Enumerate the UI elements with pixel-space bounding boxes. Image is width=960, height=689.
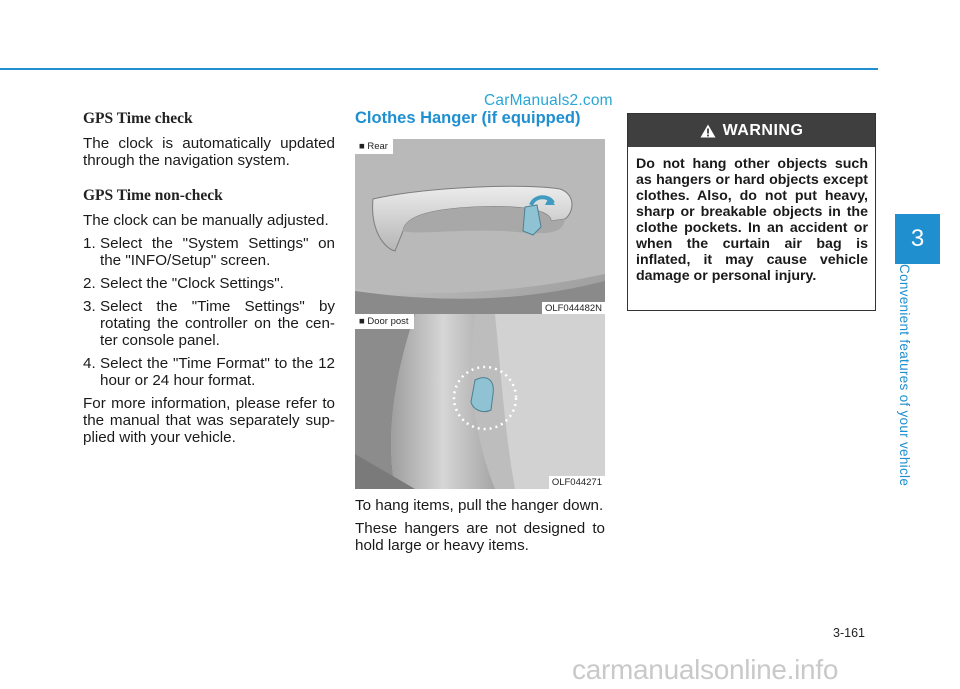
rear-hanger-figure	[355, 139, 605, 315]
figure-tag: ■ Rear	[355, 139, 393, 154]
step-item	[83, 275, 335, 292]
rear-hanger-illustration	[355, 139, 605, 315]
page-number: 3-161	[833, 626, 865, 640]
step-text: Select the "Clock Settings".	[100, 275, 284, 292]
figure-tag: ■ Door post	[355, 314, 414, 329]
footer-watermark: carmanualsonline.info	[572, 654, 839, 685]
hanger-text	[355, 497, 605, 560]
hanger-instruction: To hang items, pull the hanger down.	[355, 497, 604, 514]
gps-time-section	[83, 110, 335, 452]
step-number: 4.	[83, 355, 96, 372]
gps-time-outro: For more information, please refer to the manual that was separately sup-plied with your vehicle.	[83, 395, 335, 446]
step-number: 2.	[83, 275, 96, 292]
door-post-hanger-figure	[355, 314, 605, 489]
step-text: Select the "Time Settings" by rotating the controller on the cen-ter console panel.	[100, 298, 335, 349]
gps-time-check-body: The clock is automatically updated through the navigation system.	[83, 135, 335, 169]
section-title: Clothes Hanger (if equipped)	[355, 109, 581, 127]
door-post-hanger-illustration	[355, 314, 605, 489]
warning-text: Do not hang other objects such as hangers or hard objects except clothes. Also, do not put heavy, sharp or breakable objects in the clothe pockets. In an accident or when the curtain air bag is inflated, it may cause vehicle damage or personal injury.	[636, 156, 868, 284]
step-number: 3.	[83, 298, 96, 315]
warning-title: WARNING	[722, 121, 804, 139]
chapter-side-label	[898, 264, 926, 494]
step-text: Select the "Time Format" to the 12 hour or 24 hour format.	[100, 355, 335, 389]
step-number: 1.	[83, 235, 96, 252]
chapter-number-tab: 3	[895, 214, 940, 264]
figure-code: OLF044271	[549, 476, 605, 489]
step-text: Select the "System Settings" on the "INFO/Setup" screen.	[100, 235, 335, 269]
step-item	[83, 355, 335, 389]
step-item	[83, 298, 335, 349]
hanger-title-wrap	[355, 110, 605, 127]
gps-time-noncheck-heading: GPS Time non-check	[83, 187, 223, 204]
figure-code: OLF044482N	[542, 302, 605, 315]
gps-time-check-heading: GPS Time check	[83, 110, 193, 127]
warning-box	[627, 113, 876, 311]
gps-time-noncheck-intro: The clock can be manually adjusted.	[83, 212, 329, 229]
warning-header	[628, 114, 875, 147]
watermark-link[interactable]: CarManuals2.com	[484, 92, 613, 109]
step-item	[83, 235, 335, 269]
header-rule	[0, 68, 878, 70]
warning-triangle-icon	[700, 124, 716, 138]
chapter-title: Convenient features of your vehicle	[897, 264, 912, 487]
hanger-note: These hangers are not designed to hold large or heavy items.	[355, 520, 605, 554]
